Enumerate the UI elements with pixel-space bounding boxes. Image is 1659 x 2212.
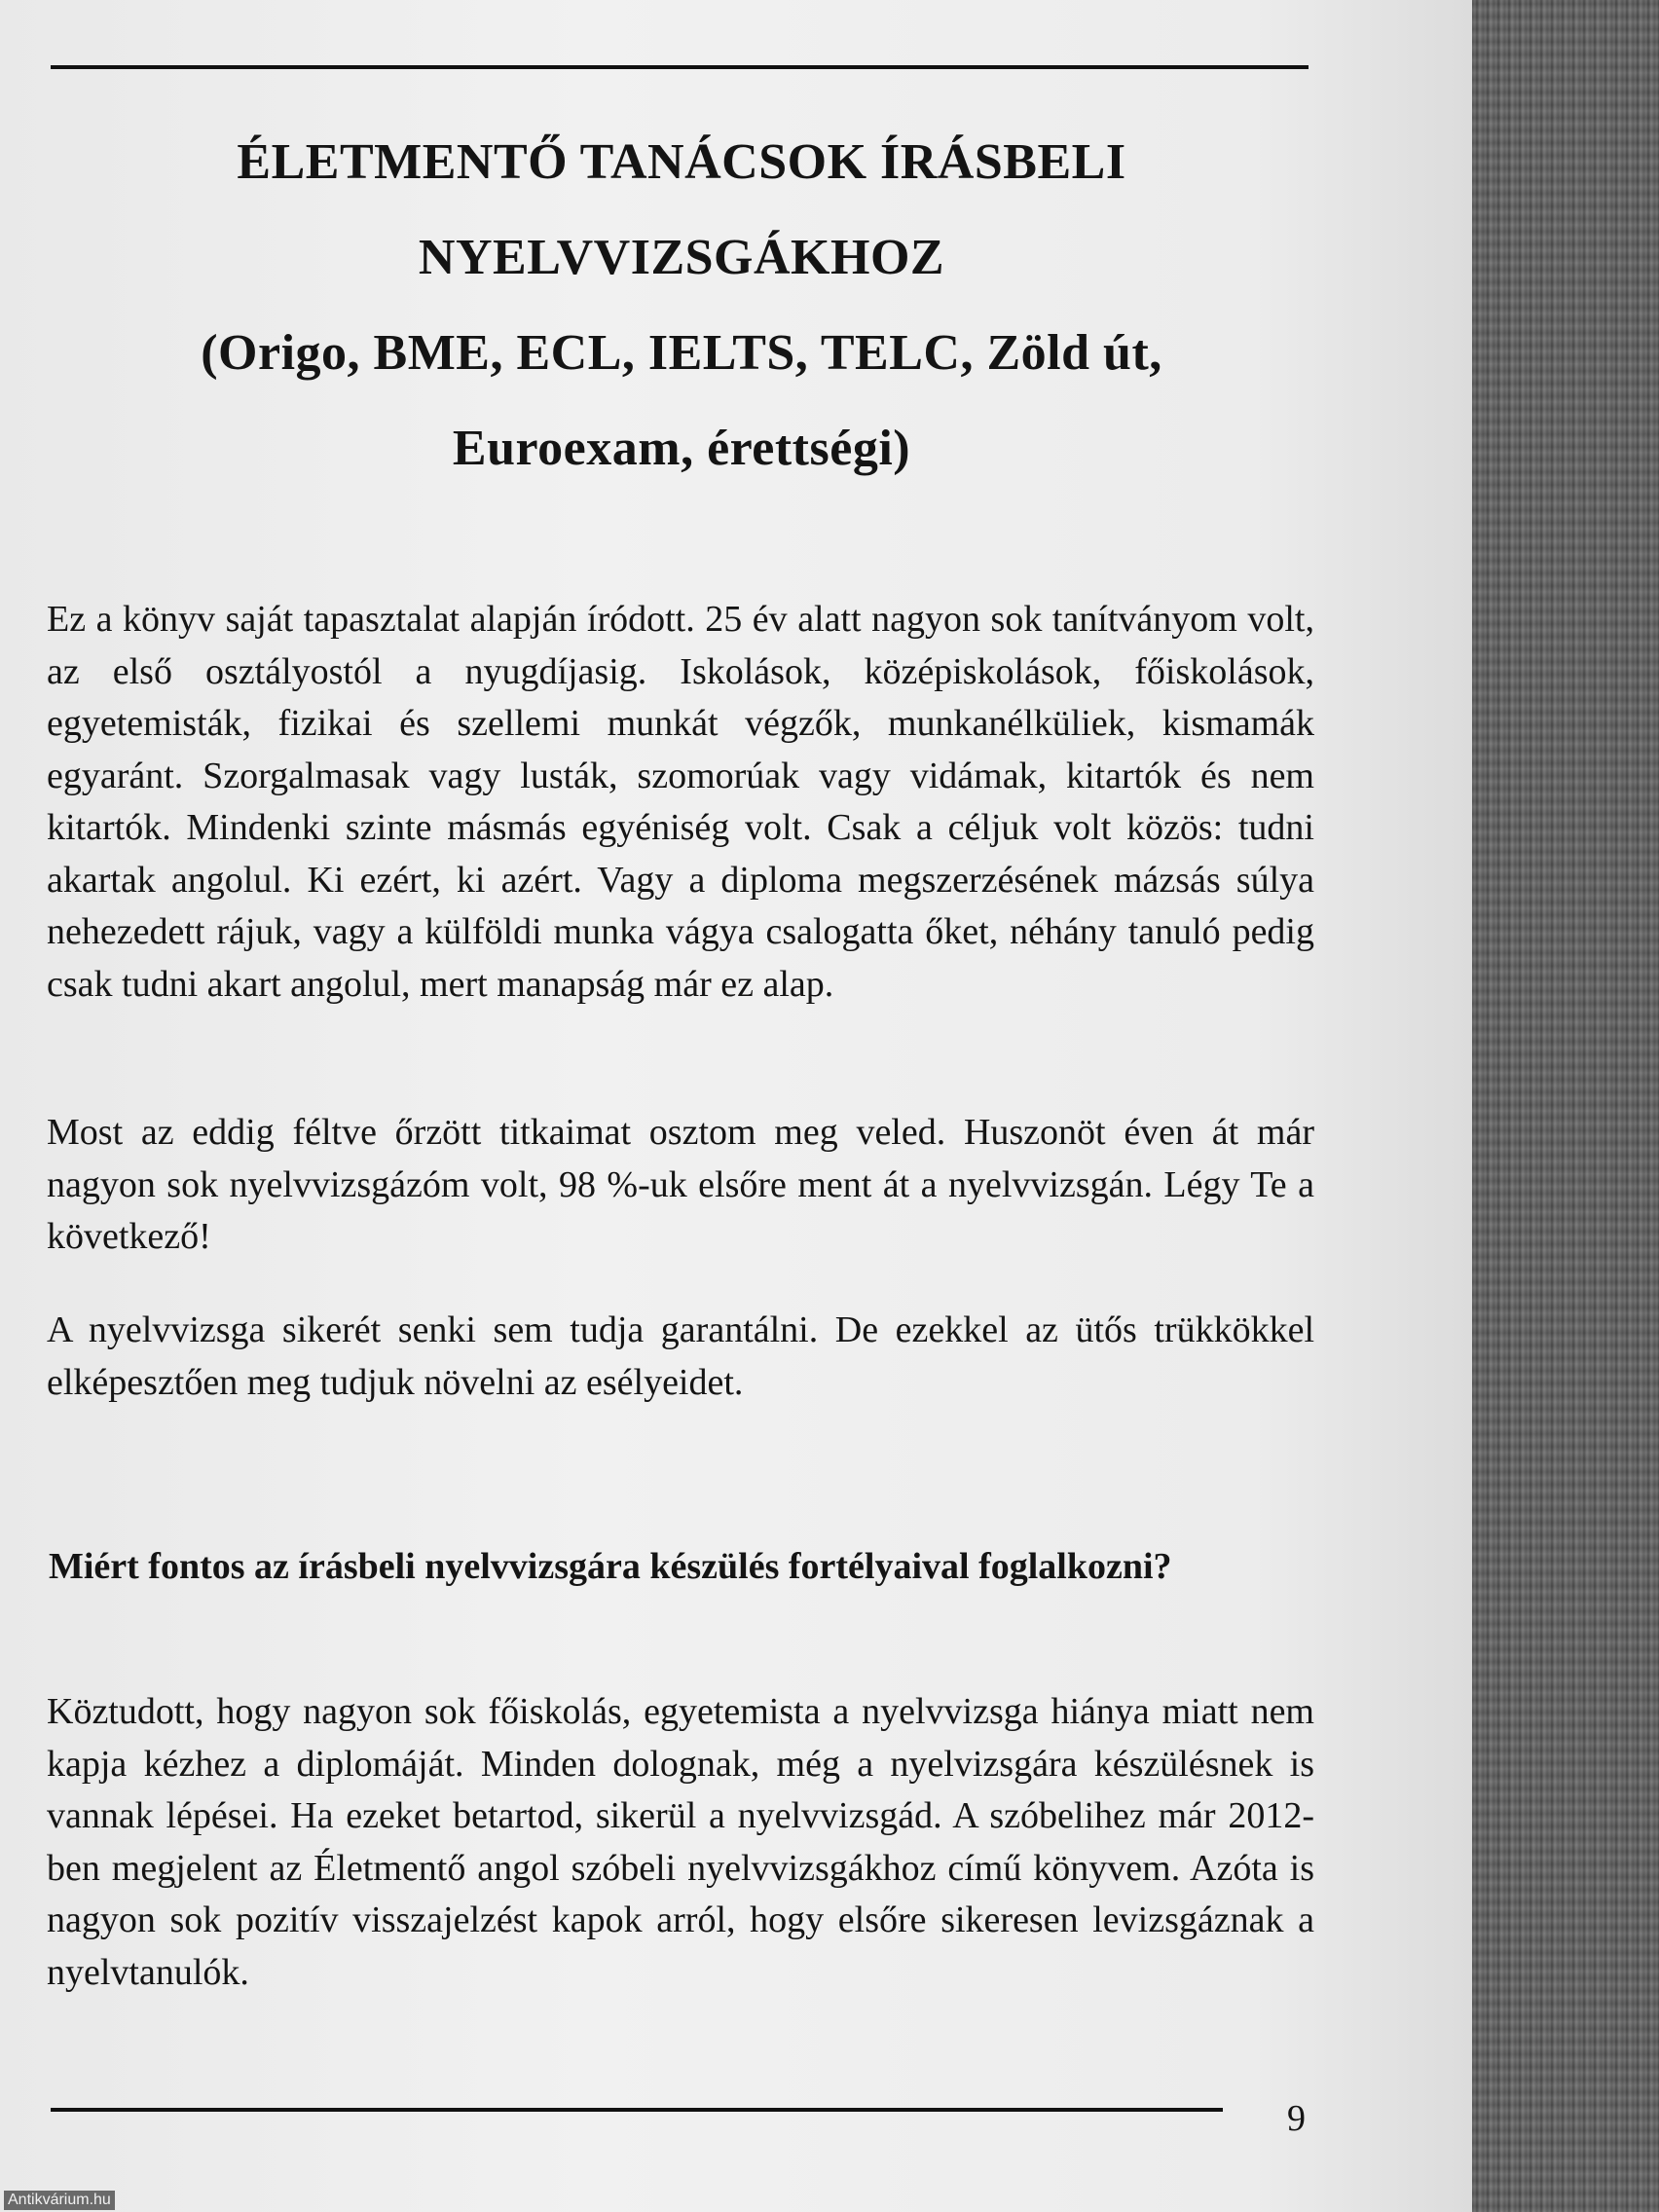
body-paragraph: Köztudott, hogy nagyon sok főiskolás, egyetemista a nyelvvizsga hiánya miatt nem kapja kézhez a diplomáját. Minden dolognak, még a nyelvizsgára készülésnek is vannak lépései. Ha ezeket betartod, sikerül a nyelvvizsgád. A szóbelihez már 2012-ben megjelent az Életmentő angol szóbeli nyelvvizsgákhoz című könyvem. Azóta is nagyon sok pozitív visszajelzést kapok arról, hogy elsőre sikeresen levizsgáznak a nyelvtanulók. <box>47 1691 1314 1993</box>
adjacent-page-texture <box>1472 0 1659 2212</box>
chapter-title <box>97 115 1266 497</box>
page-number: 9 <box>1287 2098 1306 2139</box>
title-line: (Origo, BME, ECL, IELTS, TELC, Zöld út, <box>201 325 1162 381</box>
title-line: NYELVVIZSGÁKHOZ <box>418 230 945 285</box>
title-line: ÉLETMENTŐ TANÁCSOK ÍRÁSBELI <box>237 134 1126 190</box>
section-heading: Miért fontos az írásbeli nyelvvizsgára készülés fortélyaival foglalkozni? <box>49 1546 1172 1587</box>
bottom-rule <box>51 2108 1223 2112</box>
watermark: Antikvárium.hu <box>4 2191 115 2210</box>
body-paragraph: Ez a könyv saját tapasztalat alapján íródott. 25 év alatt nagyon sok tanítványom volt, az első osztályostól a nyugdíjasig. Iskolások, középiskolások, főiskolások, egyetemisták, fizikai és szellemi munkát végzők, munkanélküliek, kismamák egyaránt. Szorgalmasak vagy lusták, szomorúak vagy vidámak, kitartók és nem kitartók. Mindenki szinte másmás egyéniség volt. Csak a céljuk volt közös: tudni akartak angolul. Ki ezért, ki azért. Vagy a diploma megszerzésének mázsás súlya nehezedett rájuk, vagy a külföldi munka vágya csalogatta őket, néhány tanuló pedig csak tudni akart angolul, mert manapság már ez alap. <box>47 599 1314 1005</box>
body-paragraph: A nyelvvizsga sikerét senki sem tudja garantálni. De ezekkel az ütős trükkökkel elképesztően meg tudjuk növelni az esélyeidet. <box>47 1309 1314 1403</box>
title-line: Euroexam, érettségi) <box>452 421 911 476</box>
top-rule <box>51 65 1309 69</box>
body-paragraph: Most az eddig féltve őrzött titkaimat osztom meg veled. Huszonöt éven át már nagyon sok nyelvvizsgázóm volt, 98 %-uk elsőre ment át a nyelvvizsgán. Légy Te a következő! <box>47 1112 1314 1257</box>
